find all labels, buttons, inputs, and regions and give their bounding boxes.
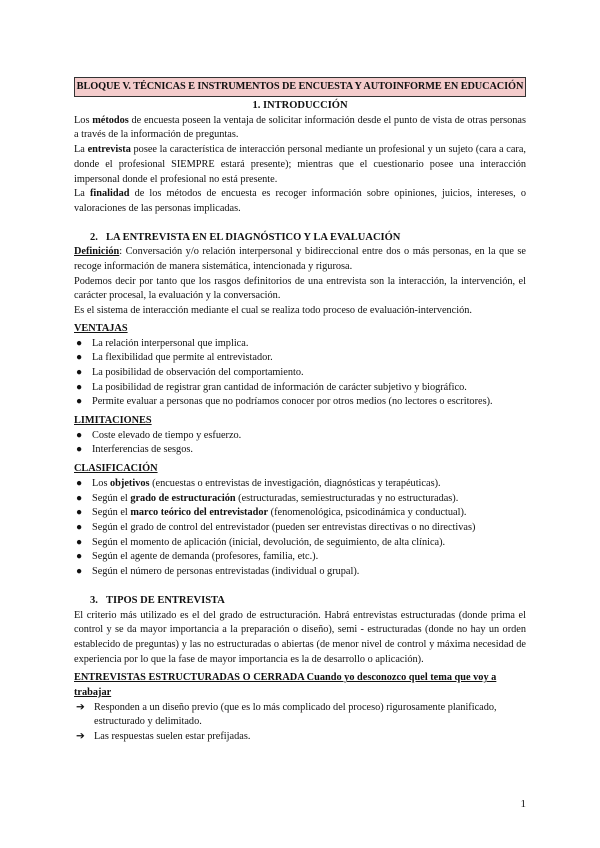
list-item: ● Los objetivos (encuestas o entrevistas de investigación, diagnósticas y terapéuticas). <box>74 477 526 492</box>
arrow-icon: ➔ <box>76 731 85 743</box>
bullet-icon: ● <box>76 477 83 489</box>
bullet-icon: ● <box>76 492 83 504</box>
bullet-icon: ● <box>76 536 83 548</box>
bullet-icon: ● <box>76 444 83 456</box>
section-1-heading <box>74 99 526 114</box>
list-item: ● Según el grado de control del entrevistador (pueden ser entrevistas directivas o no directivas) <box>74 521 526 536</box>
estructuradas-heading: ENTREVISTAS ESTRUCTURADAS O CERRADA Cuando yo desconozco quel tema que voy a trabajar <box>74 672 497 699</box>
list-item: ● La posibilidad de observación del comportamiento. <box>74 366 526 381</box>
list-item: ➔ Responden a un diseño previo (que es lo más complicado del proceso) rigurosamente planificado, estructurado y delimitado. <box>76 701 497 728</box>
bullet-icon: ● <box>76 521 83 533</box>
list-item: ● Coste elevado de tiempo y esfuerzo. <box>74 429 526 444</box>
intro-paragraph-3: La finalidad de los métodos de encuesta es recoger información sobre opiniones, juicios, intereses, o valoraciones de las personas implicadas. <box>74 188 526 214</box>
ventajas-list <box>74 337 526 411</box>
entrevista-paragraph-3: Es el sistema de interacción mediante el cual se realiza todo proceso de evaluación-intervención. <box>74 305 472 317</box>
list-item: ● Según el grado de estructuración (estructuradas, semiestructuradas y no estructuradas). <box>74 492 526 507</box>
clasificacion-list <box>74 477 526 580</box>
entrevista-paragraph-2: Podemos decir por tanto que los rasgos definitorios de una entrevista son la interacción, la intervención, el carácter procesal, la evaluación y la conversación. <box>74 275 526 302</box>
list-item: ● Según el número de personas entrevistadas (individual o grupal). <box>74 565 526 580</box>
page-number: 1 <box>520 798 526 810</box>
bullet-icon: ● <box>76 337 83 349</box>
intro-paragraph-2: La entrevista posee la característica de interacción personal mediante un profesional y un sujeto (cara a cara, donde el profesional SIEMPRE estará presente); mientras que el cuestionario posee una interacción impersonal donde el profesional no está presente. <box>74 144 526 185</box>
list-item: ● Según el agente de demanda (profesores, familia, etc.). <box>74 550 526 565</box>
intro-paragraph-1: Los métodos de encuesta poseen la ventaja de solicitar información desde el punto de vista de otras personas a través de la información de preguntas. <box>74 114 526 141</box>
list-item: ● La posibilidad de registrar gran cantidad de información de carácter subjetivo y biográfico. <box>74 381 526 396</box>
section-2-title: LA ENTREVISTA EN EL DIAGNÓSTICO Y LA EVALUACIÓN <box>106 231 401 243</box>
section-2-number: 2. <box>90 231 98 243</box>
clasificacion-heading: CLASIFICACIÓN <box>74 463 158 475</box>
bullet-icon: ● <box>76 551 83 563</box>
list-item: ● La relación interpersonal que implica. <box>74 337 526 352</box>
bullet-icon: ● <box>76 566 83 578</box>
bullet-icon: ● <box>76 396 83 408</box>
definition-paragraph: Definición: Conversación y/o relación interpersonal y bidireccional entre dos o más personas, en la que se recoge información de manera sistemática, intencionada y rigurosa. <box>74 246 526 273</box>
estructuradas-list <box>74 701 526 745</box>
bullet-icon: ● <box>76 366 83 378</box>
list-item: ● Según el momento de aplicación (inicial, devolución, de seguimiento, de alta clínica). <box>74 536 526 551</box>
block-title-banner: BLOQUE V. TÉCNICAS E INSTRUMENTOS DE ENCUESTA Y AUTOINFORME EN EDUCACIÓN <box>74 77 526 97</box>
list-item: ● La flexibilidad que permite al entrevistador. <box>74 351 526 366</box>
section-3-number: 3. <box>90 594 98 606</box>
list-item: ● Según el marco teórico del entrevistador (fenomenológica, psicodinámica y conductual). <box>74 506 526 521</box>
arrow-icon: ➔ <box>76 701 85 713</box>
section-3-heading <box>74 594 526 609</box>
section-3-title: TIPOS DE ENTREVISTA <box>106 594 225 606</box>
ventajas-heading: VENTAJAS <box>74 322 128 334</box>
document-body <box>74 99 526 745</box>
list-item: ➔ Las respuestas suelen estar prefijadas. <box>74 730 526 745</box>
bullet-icon: ● <box>76 381 83 393</box>
section-2-heading <box>74 231 526 246</box>
tipos-paragraph: El criterio más utilizado es el del grado de estructuración. Habrá entrevistas estructuradas (donde prima el control y se da mayor importancia a la preparación o diseño), semi - estructuradas (donde no hay un orden establecido de preguntas) y las no estructuradas o abiertas (de menor nivel de control y máxima necesidad de experiencia por lo que la fase de mayor importancia es la de desarrollo o aplicación). <box>74 609 526 665</box>
list-item: ● Interferencias de sesgos. <box>74 443 526 458</box>
section-1-title: INTRODUCCIÓN <box>262 100 348 111</box>
section-1-number: 1. <box>252 100 261 111</box>
limitaciones-list <box>74 429 526 458</box>
list-item: ● Permite evaluar a personas que no podríamos conocer por otros medios (no lectores o escritores). <box>74 395 526 410</box>
limitaciones-heading: LIMITACIONES <box>74 415 152 427</box>
bullet-icon: ● <box>76 507 83 519</box>
bullet-icon: ● <box>76 429 83 441</box>
bullet-icon: ● <box>76 352 83 364</box>
